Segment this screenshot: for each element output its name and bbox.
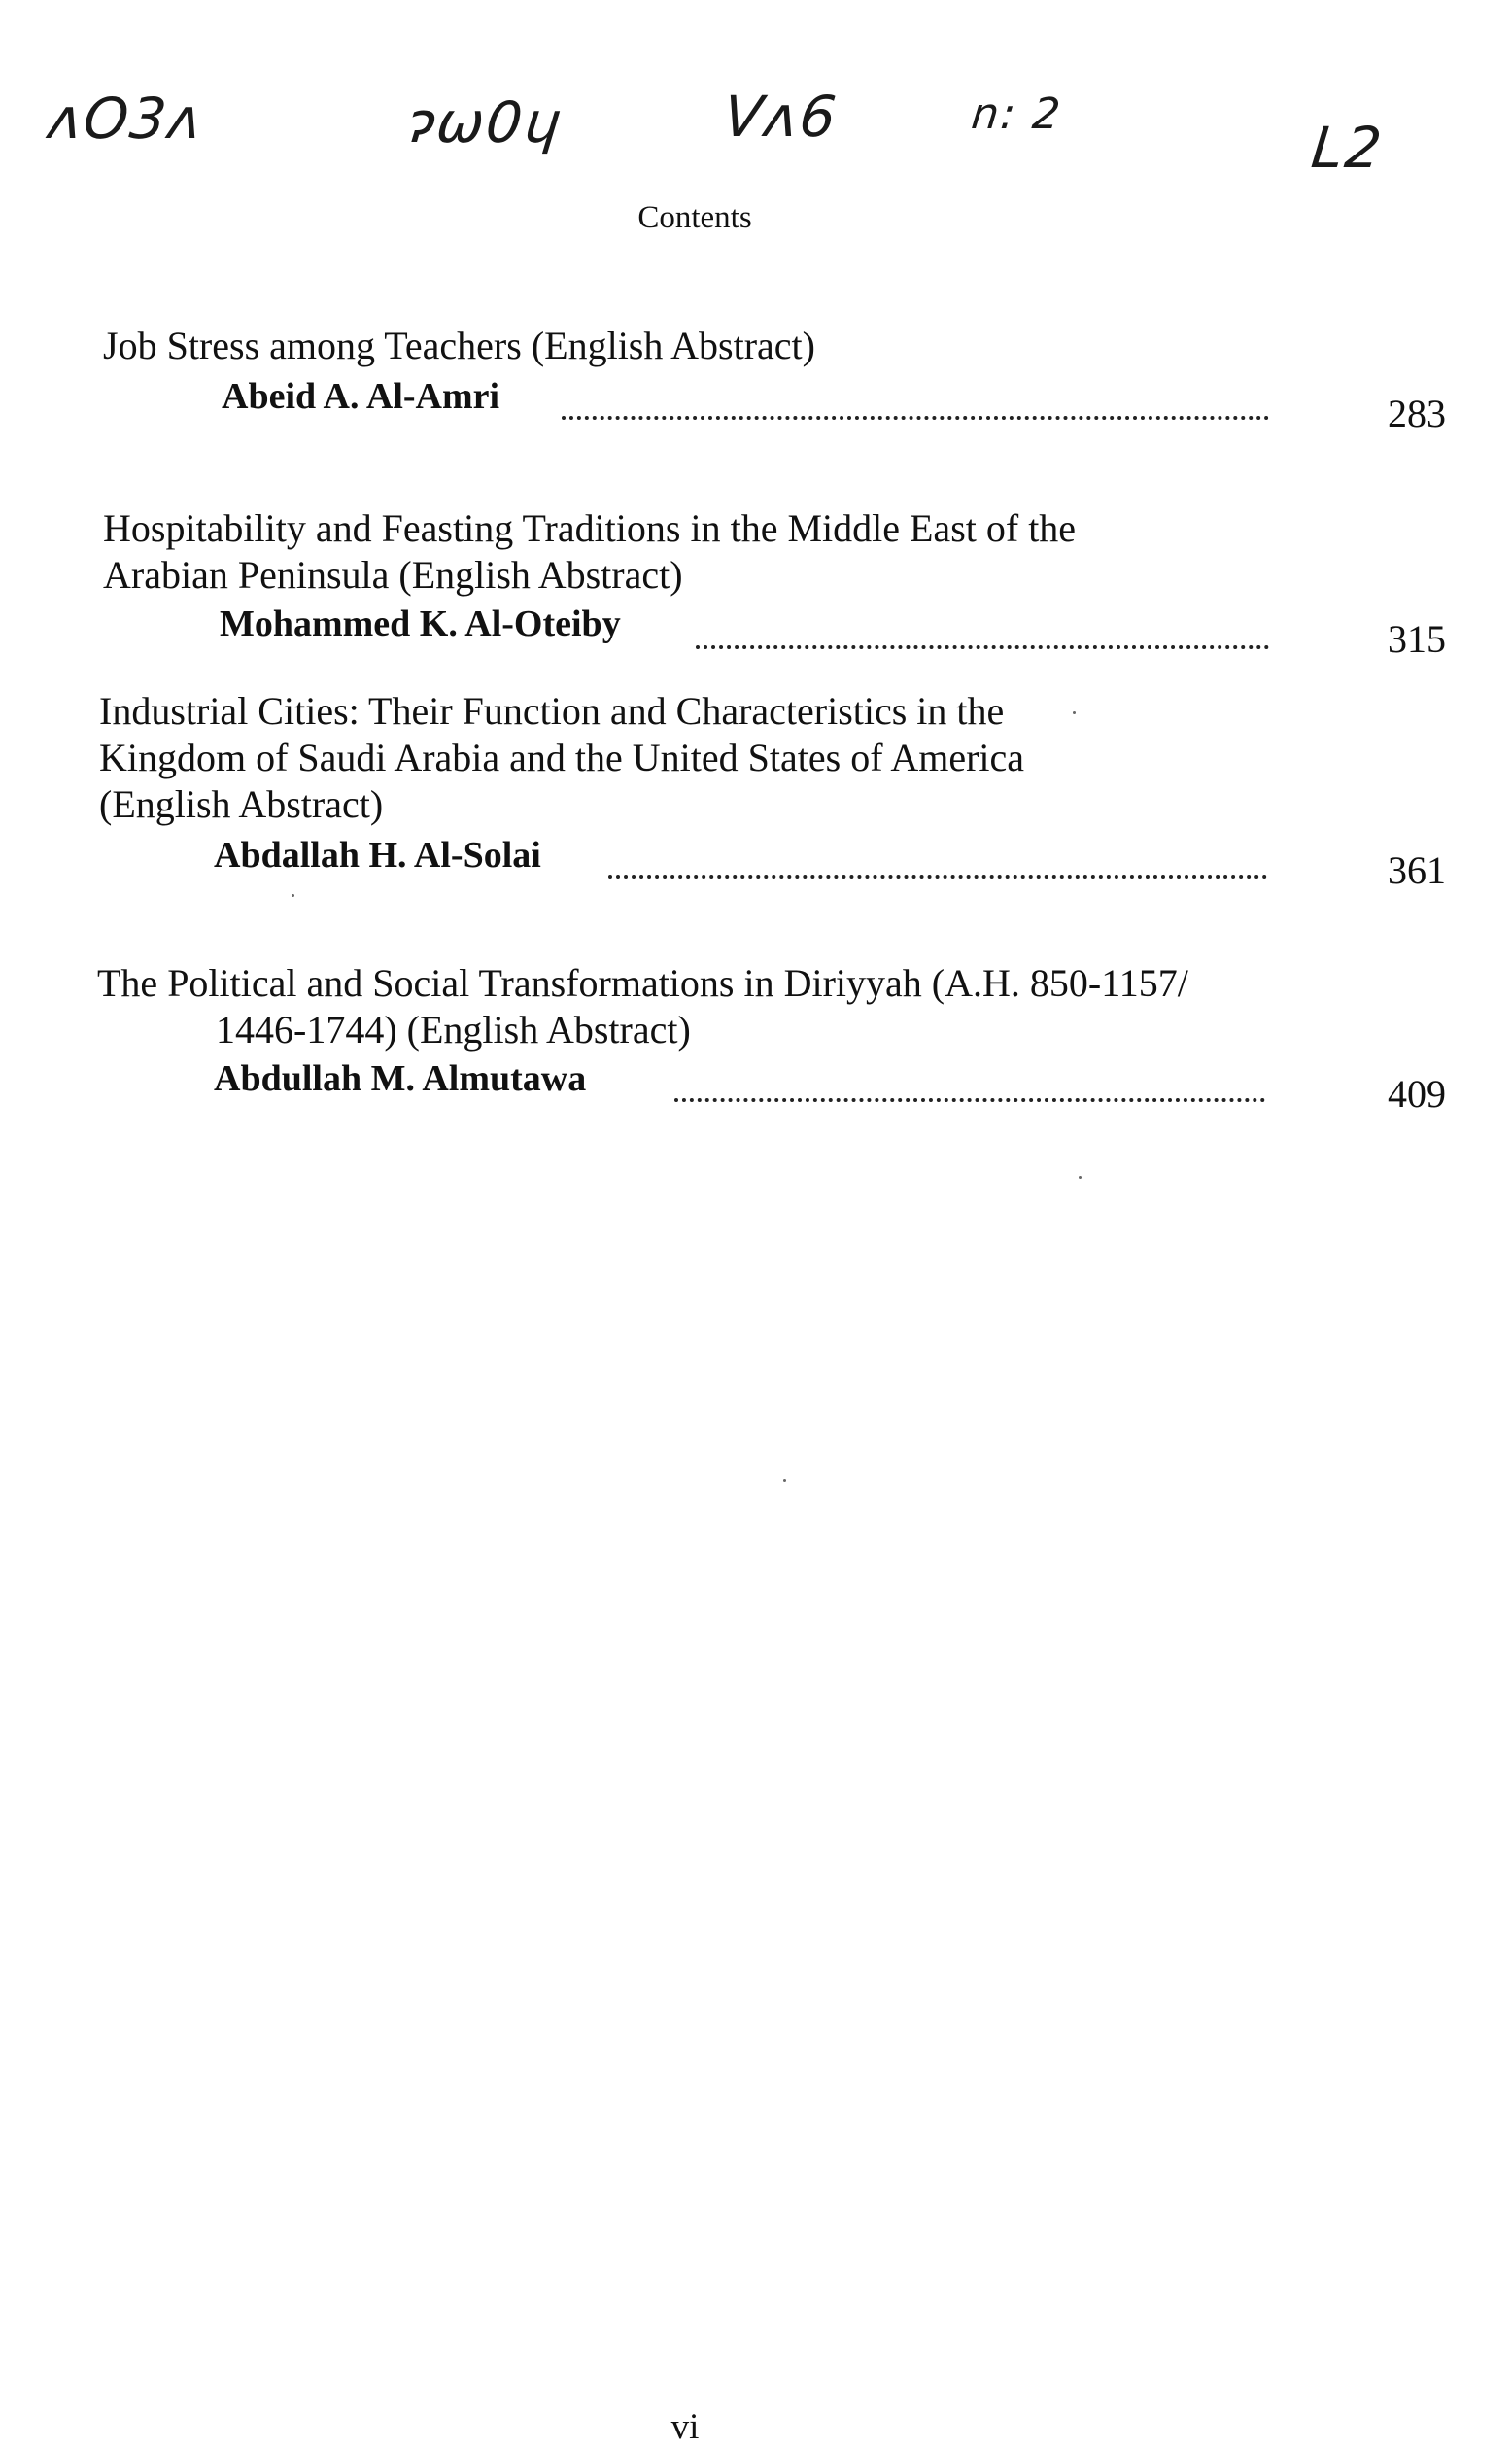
dot-leader: [674, 1094, 1265, 1102]
entry-page-number: 409: [1388, 1072, 1446, 1116]
entry-title-line: Hospitability and Feasting Traditions in the Middle East of the: [103, 506, 1077, 550]
entry-title-line: Kingdom of Saudi Arabia and the United States of America: [99, 736, 1025, 779]
entry-author: Abdallah H. Al-Solai: [214, 835, 541, 876]
dot-leader: [696, 641, 1269, 649]
handwritten-mark: Vʌ6: [720, 84, 842, 150]
entry-author: Abeid A. Al-Amri: [222, 376, 500, 417]
dot-leader: [562, 412, 1269, 420]
dot-leader: [608, 871, 1267, 879]
entry-title-line: Job Stress among Teachers (English Abstract): [103, 324, 815, 367]
entry-title-line: The Political and Social Transformations in Diriyyah (A.H. 850-1157/: [97, 961, 1188, 1005]
scan-speck: [1073, 711, 1076, 714]
entry-page-number: 283: [1388, 392, 1446, 435]
scan-speck: [292, 894, 294, 897]
entry-author: Mohammed K. Al-Oteiby: [220, 603, 621, 644]
handwritten-mark: n: 2: [969, 89, 1065, 139]
entry-title-line: Industrial Cities: Their Function and Characteristics in the: [99, 689, 1005, 733]
handwritten-mark: L2: [1308, 115, 1387, 181]
handwritten-mark: ʌO3ʌ: [45, 86, 207, 152]
scan-speck: [783, 1479, 786, 1482]
entry-title-line: 1446-1744) (English Abstract): [216, 1008, 691, 1052]
page-number-footer: vi: [670, 2407, 700, 2447]
entry-author: Abdullah M. Almutawa: [214, 1058, 587, 1099]
entry-page-number: 315: [1388, 617, 1446, 661]
entry-title-line: Arabian Peninsula (English Abstract): [103, 553, 683, 597]
handwritten-mark: ɂω0ɥ: [404, 89, 566, 155]
entry-page-number: 361: [1388, 848, 1446, 892]
entry-title-line: (English Abstract): [99, 782, 384, 826]
page-title: Contents: [637, 200, 752, 235]
scan-speck: [1079, 1176, 1082, 1179]
